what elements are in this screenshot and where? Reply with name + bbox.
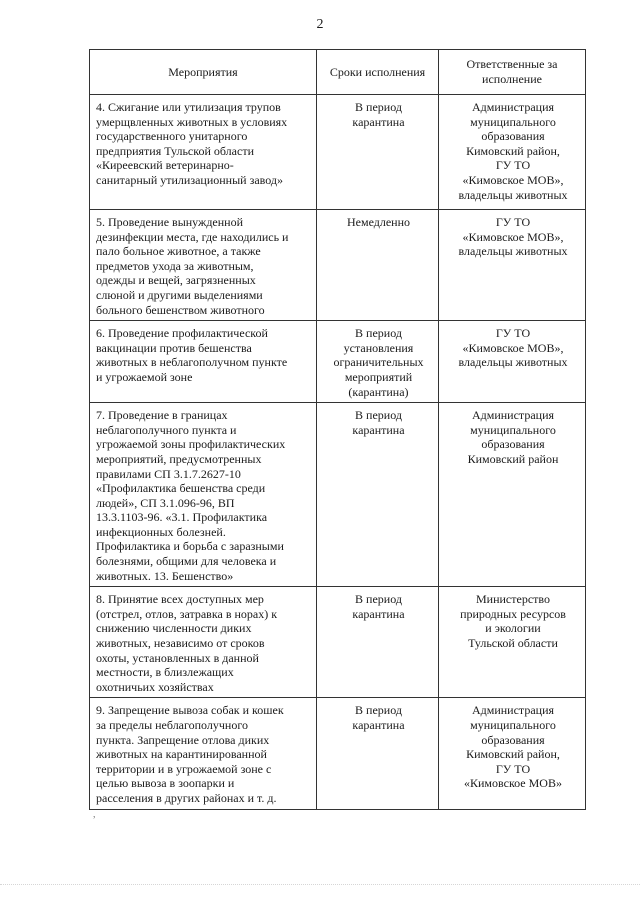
- table-row: [90, 95, 586, 210]
- cell-line: владельцы животных: [458, 187, 568, 202]
- cell-line: расселения в других районах и т. д.: [96, 790, 277, 805]
- cell-line: мероприятий: [344, 369, 413, 384]
- cell-activity: [90, 210, 317, 321]
- table-body: [90, 95, 586, 810]
- cell-line: В период: [355, 408, 402, 423]
- scan-mark: ,: [93, 809, 96, 820]
- cell-line: животных в неблагополучном пункте: [96, 355, 288, 370]
- cell-responsible: [439, 321, 586, 403]
- cell-line: за пределы неблагополучного: [96, 718, 248, 732]
- cell-line: муниципального: [470, 422, 556, 437]
- cell-line: ГУ ТО: [495, 215, 531, 229]
- cell-line: больного бешенством животного: [96, 302, 265, 317]
- cell-line: образования: [481, 129, 545, 144]
- table-row: [90, 321, 586, 403]
- header-activity: Мероприятия: [90, 50, 317, 95]
- page-number: 2: [316, 17, 324, 32]
- cell-line: охотничьих хозяйствах: [96, 679, 214, 694]
- cell-line: дезинфекции места, где находились и: [96, 229, 289, 244]
- cell-line: людей», СП 3.1.096-96, ВП: [96, 495, 235, 510]
- cell-line: Тульской области: [468, 636, 558, 651]
- cell-line: вакцинации против бешенства: [96, 340, 252, 355]
- cell-responsible: [439, 698, 586, 809]
- header-responsible: Ответственные за исполнение: [439, 50, 586, 95]
- cell-line: одежды и вещей, загрязненных: [96, 273, 256, 288]
- table-row: [90, 403, 586, 587]
- cell-line: В период: [355, 592, 402, 607]
- cell-term: [317, 95, 439, 210]
- cell-line: В период: [355, 703, 402, 718]
- cell-line: охоты, установленных в данной: [96, 650, 259, 665]
- cell-line: Кимовский район,: [466, 747, 560, 762]
- cell-activity: [90, 95, 317, 210]
- cell-activity: [90, 321, 317, 403]
- cell-responsible: [439, 403, 586, 587]
- cell-line: «Кимовское МОВ»: [464, 776, 562, 791]
- cell-line: мероприятий, предусмотренных: [96, 451, 262, 466]
- cell-line: 5. Проведение вынужденной: [96, 215, 244, 229]
- cell-line: владельцы животных: [458, 244, 568, 259]
- cell-line: 13.3.1103-96. «3.1. Профилактика: [96, 510, 268, 525]
- cell-line: «Кимовское МОВ»,: [462, 172, 564, 187]
- cell-line: ограничительных: [333, 355, 424, 370]
- cell-line: В период: [355, 100, 402, 114]
- cell-responsible: [439, 210, 586, 321]
- cell-term: [317, 698, 439, 809]
- cell-line: животных на карантинированной: [96, 747, 267, 762]
- cell-line: ГУ ТО: [495, 761, 531, 776]
- cell-line: санитарный утилизационный завод»: [96, 172, 283, 187]
- cell-line: Администрация: [471, 703, 555, 718]
- cell-line: угрожаемой зоны профилактических: [96, 437, 286, 452]
- cell-line: Кимовский район: [467, 451, 559, 466]
- cell-line: 7. Проведение в границах: [96, 408, 228, 423]
- cell-line: 8. Принятие всех доступных мер: [96, 592, 264, 607]
- cell-line: природных ресурсов: [460, 606, 566, 621]
- cell-line: 4. Сжигание или утилизация трупов: [96, 100, 281, 114]
- table-row: [90, 587, 586, 698]
- cell-line: «Профилактика бешенства среди: [96, 481, 266, 496]
- cell-activity: [90, 698, 317, 809]
- cell-line: Администрация: [471, 408, 555, 423]
- cell-line: 6. Проведение профилактической: [96, 326, 268, 341]
- cell-line: «Киреевский ветеринарно-: [96, 158, 234, 173]
- cell-line: «Кимовское МОВ»,: [462, 340, 564, 355]
- cell-line: животных. 13. Бешенство»: [96, 568, 234, 583]
- header-term: Сроки исполнения: [317, 50, 439, 95]
- cell-line: установления: [343, 340, 414, 355]
- cell-activity: [90, 587, 317, 698]
- cell-term: [317, 210, 439, 321]
- cell-line: животных, независимо от сроков: [96, 636, 265, 651]
- cell-line: болезнями, общими для человека и: [96, 554, 277, 569]
- cell-line: Администрация: [471, 100, 555, 114]
- cell-line: В период: [355, 326, 402, 341]
- cell-term: [317, 587, 439, 698]
- cell-line: ГУ ТО: [495, 326, 531, 341]
- cell-line: государственного унитарного: [96, 129, 248, 144]
- cell-line: территории и в угрожаемой зоне с: [96, 761, 272, 776]
- cell-line: (карантина): [348, 384, 409, 399]
- cell-line: карантина: [352, 606, 405, 621]
- cell-term: [317, 403, 439, 587]
- cell-line: Профилактика и борьба с заразными: [96, 539, 284, 554]
- cell-line: карантина: [352, 422, 405, 437]
- cell-line: неблагополучного пункта и: [96, 422, 237, 437]
- cell-term: [317, 321, 439, 403]
- table-header-row: [90, 50, 586, 95]
- cell-line: образования: [481, 437, 545, 452]
- cell-line: Министерство: [476, 592, 550, 607]
- cell-line: карантина: [352, 718, 405, 732]
- cell-line: инфекционных болезней.: [96, 524, 226, 539]
- cell-line: местности, в близлежащих: [96, 665, 234, 680]
- cell-responsible: [439, 587, 586, 698]
- cell-line: умерщвленных животных в условиях: [96, 114, 288, 129]
- cell-responsible: [439, 95, 586, 210]
- scan-artifact-line: [0, 884, 640, 887]
- cell-line: снижению численности диких: [96, 621, 252, 636]
- cell-line: и экологии: [485, 621, 541, 636]
- cell-line: владельцы животных: [458, 355, 568, 370]
- cell-line: образования: [481, 732, 545, 747]
- cell-line: Кимовский район,: [466, 143, 560, 158]
- cell-line: 9. Запрещение вывоза собак и кошек: [96, 703, 284, 718]
- cell-line: ГУ ТО: [495, 158, 531, 173]
- table-row: [90, 698, 586, 809]
- cell-line: муниципального: [470, 718, 556, 732]
- measures-table: [89, 49, 586, 810]
- table-row: [90, 210, 586, 321]
- cell-line: предприятия Тульской области: [96, 143, 254, 158]
- cell-line: карантина: [352, 114, 405, 129]
- cell-line: и угрожаемой зоне: [96, 369, 193, 384]
- cell-line: муниципального: [470, 114, 556, 129]
- cell-line: «Кимовское МОВ»,: [462, 229, 564, 244]
- cell-line: пало больное животное, а также: [96, 244, 261, 259]
- cell-activity: [90, 403, 317, 587]
- cell-line: Немедленно: [346, 215, 411, 229]
- cell-line: целью вывоза в зоопарки и: [96, 776, 235, 791]
- cell-line: пункта. Запрещение отлова диких: [96, 732, 270, 747]
- cell-line: слюной и другими выделениями: [96, 287, 263, 302]
- cell-line: (отстрел, отлов, затравка в норах) к: [96, 606, 278, 621]
- cell-line: правилами СП 3.1.7.2627-10: [96, 466, 241, 481]
- cell-line: предметов ухода за животным,: [96, 258, 254, 273]
